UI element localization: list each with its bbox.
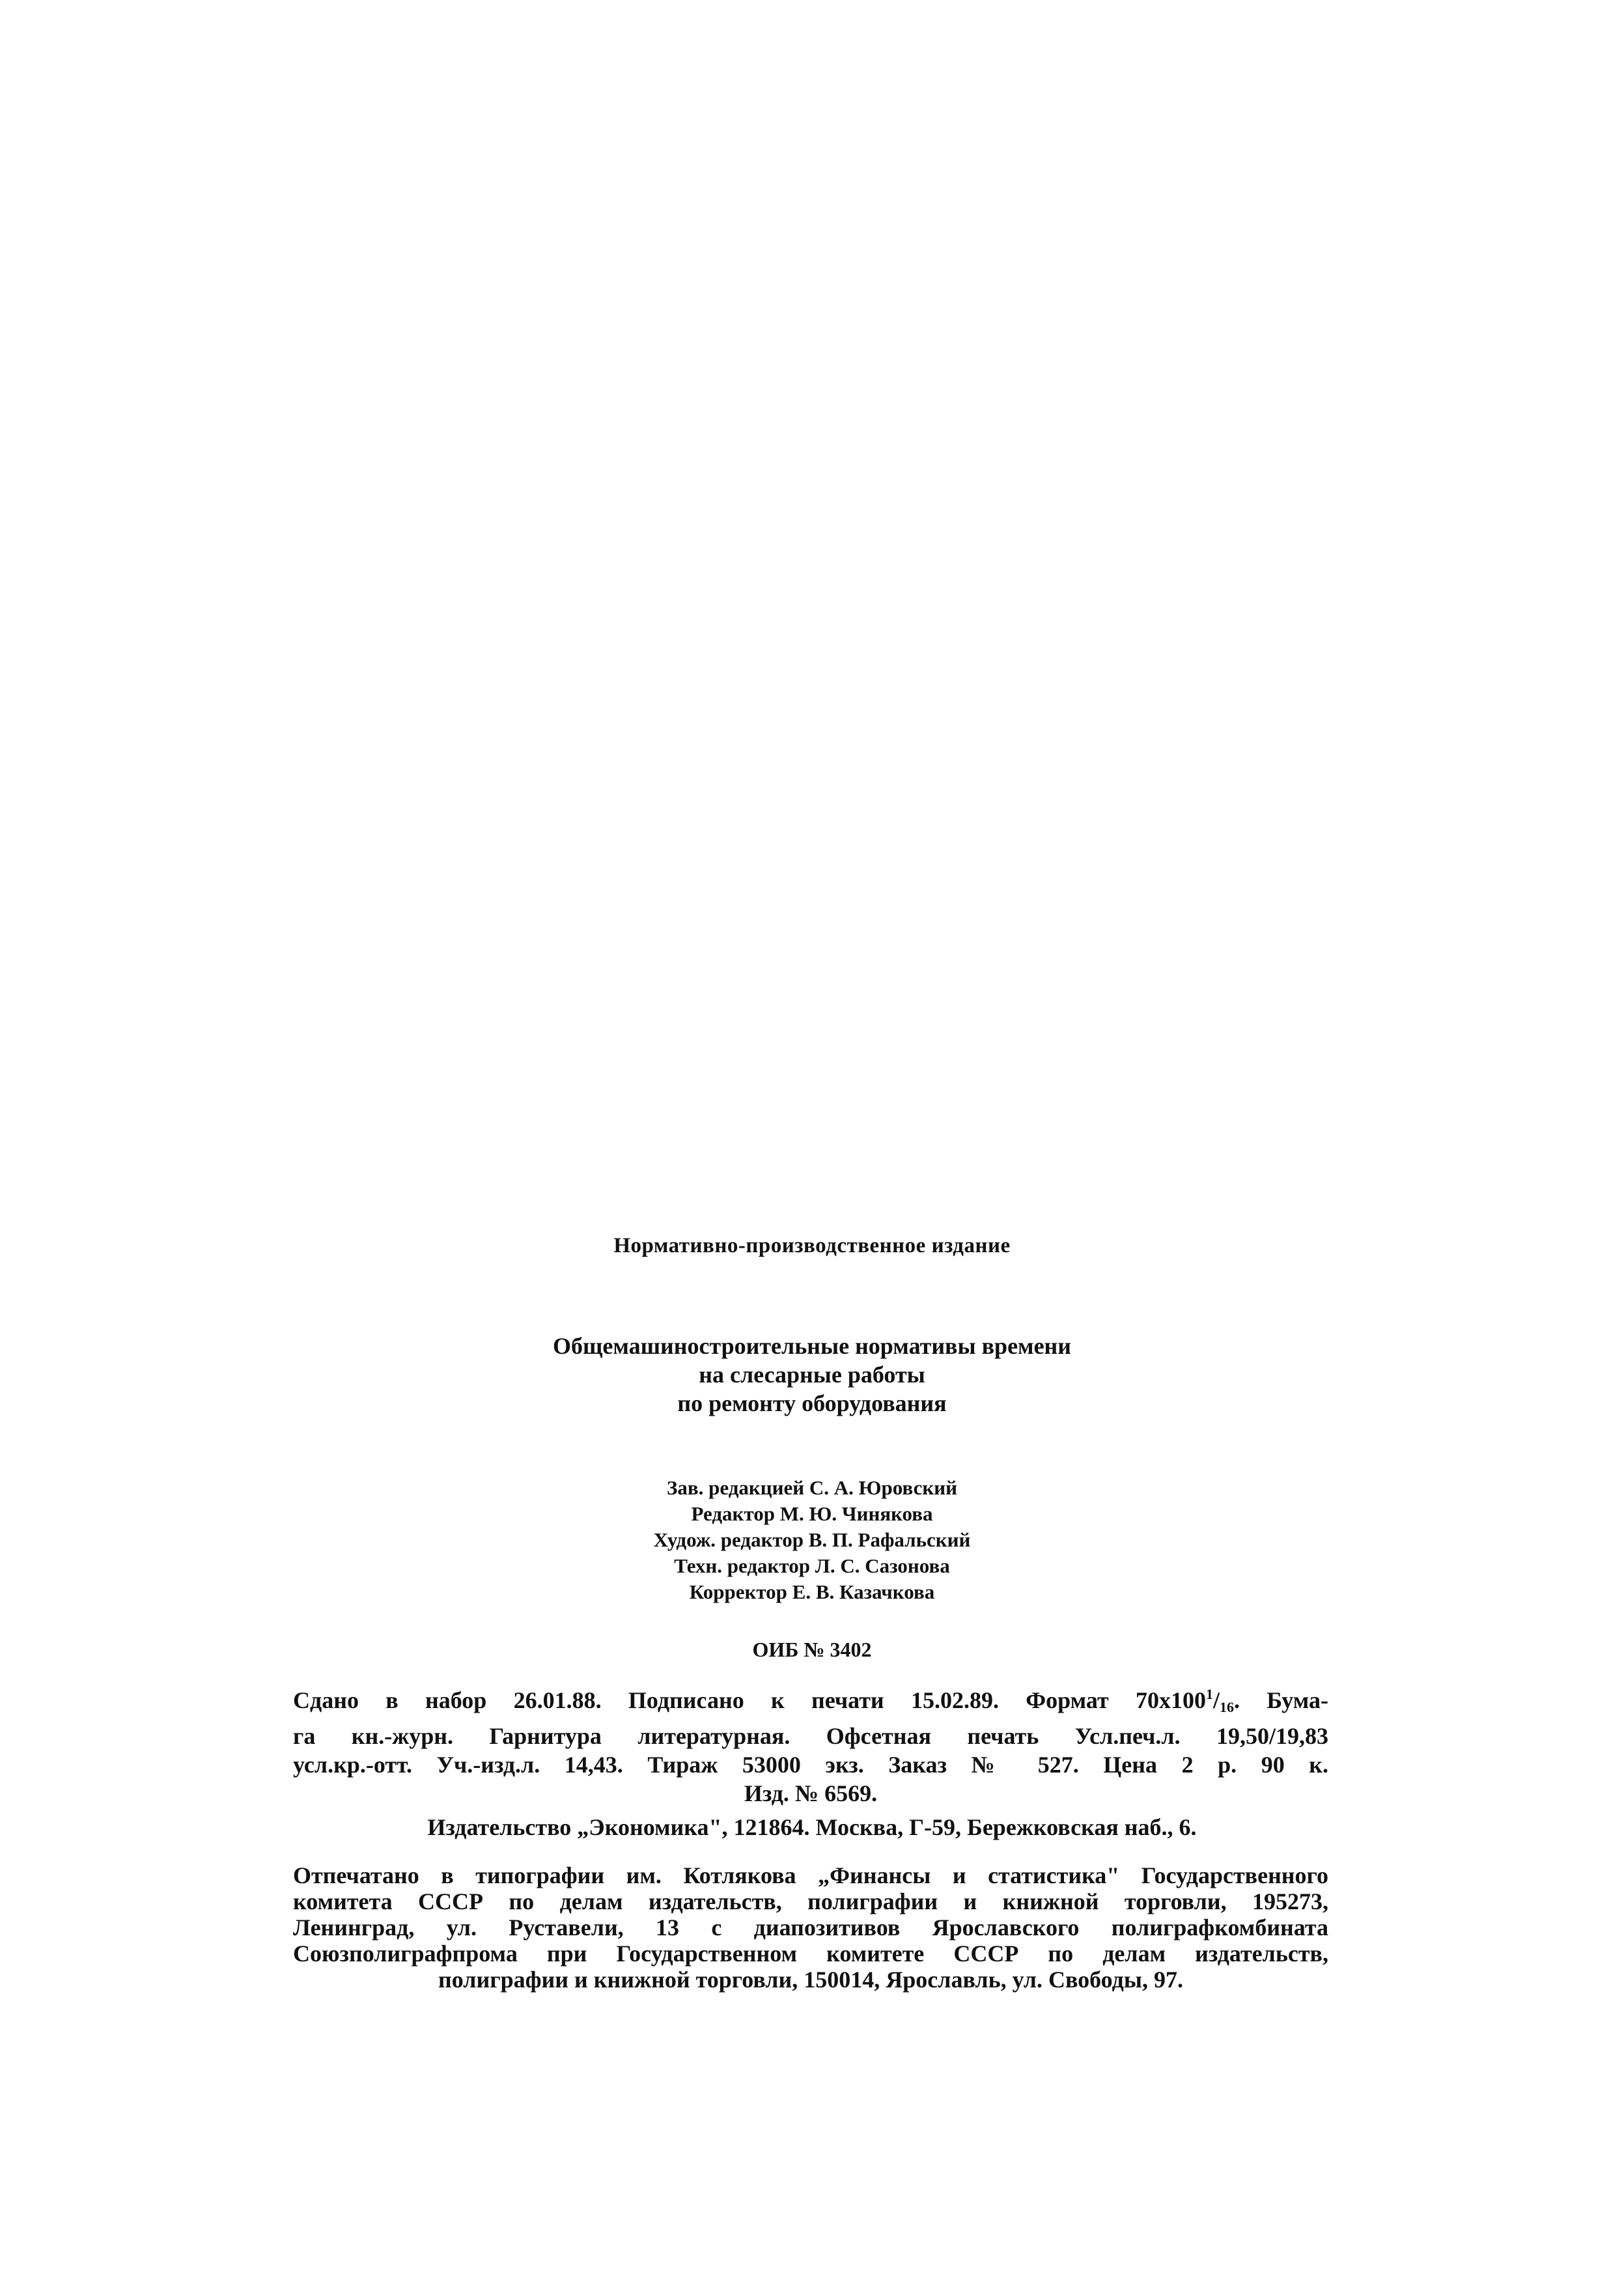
imprint-details [293,1680,1328,1808]
format-slash: / [1212,1687,1220,1713]
imprint-line-4: Изд. № 6569. [744,1780,878,1806]
title-line-1: Общемашиностроительные нормативы времени [552,1333,1072,1359]
staff-row [0,1501,1624,1527]
printer-line-1: Отпечатано в типографии им. Котлякова „Финансы и статистика" Государственного [293,1862,1328,1888]
imprint-line-1-text: Сдано в набор 26.01.88. Подписано к печати 15.02.89. Формат 70x100 [293,1687,1206,1713]
staff-row [0,1475,1624,1501]
staff-role: Корректор [689,1580,787,1603]
staff-credits [0,1475,1624,1605]
staff-name: Е. В. Казачкова [792,1580,935,1603]
title-line-2: на слесарные работы [699,1362,925,1388]
staff-name: В. П. Рафальский [808,1528,971,1551]
format-subscript: 16 [1220,1699,1234,1715]
staff-name: М. Ю. Чинякова [779,1502,933,1525]
printer-line-2: комитета СССР по делам издательств, полиграфии и книжной торговли, 195273, [293,1888,1328,1914]
staff-name: Л. С. Сазонова [815,1554,950,1577]
printer-line-5: полиграфии и книжной торговли, 150014, Ярославль, ул. Свободы, 97. [438,1967,1183,1993]
staff-role: Худож. редактор [653,1528,804,1551]
staff-role: Техн. редактор [674,1554,810,1577]
imprint-line-1-end: . Бума- [1234,1687,1328,1713]
staff-row [0,1579,1624,1605]
staff-name: С. А. Юровский [809,1476,957,1499]
printer-details [293,1862,1328,1993]
oib-number: ОИБ № 3402 [752,1638,872,1661]
book-title [0,1332,1624,1418]
staff-role: Редактор [691,1502,775,1525]
imprint-line-1 [293,1680,1328,1722]
title-line-3: по ремонту оборудования [677,1390,947,1416]
staff-role: Зав. редакцией [667,1476,805,1499]
edition-type: Нормативно-производственное издание [613,1234,1011,1257]
imprint-line-2: га кн.-журн. Гарнитура литературная. Офсетная печать Усл.печ.л. 19,50/19,83 [293,1723,1328,1749]
publisher-address: Издательство „Экономика", 121864. Москва, Г-59, Бережковская наб., 6. [427,1814,1197,1840]
staff-row [0,1553,1624,1579]
staff-row [0,1527,1624,1553]
imprint-line-3: усл.кр.-отт. Уч.-изд.л. 14,43. Тираж 53000 экз. Заказ № 527. Цена 2 р. 90 к. [293,1752,1328,1778]
printer-line-3: Ленинград, ул. Руставели, 13 с диапозитивов Ярославского полиграфкомбината [293,1914,1328,1941]
format-superscript: 1 [1205,1686,1213,1702]
printer-line-4: Союзполиграфпрома при Государственном комитете СССР по делам издательств, [293,1941,1328,1967]
